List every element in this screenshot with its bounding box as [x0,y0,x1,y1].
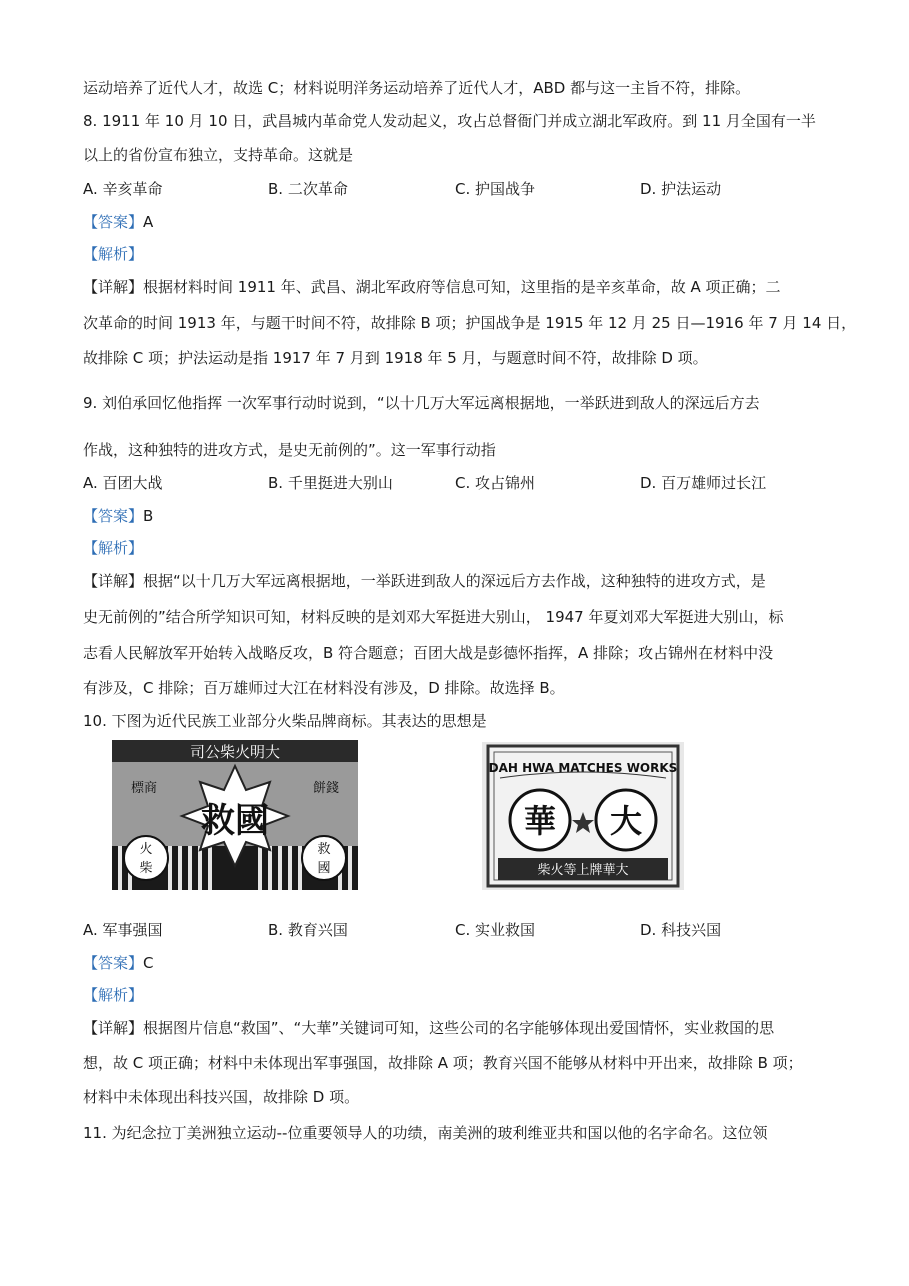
q9-option-c: C. 攻占锦州 [455,474,536,492]
q8-answer [83,212,153,232]
q10-answer-value: C [143,954,154,972]
q8-analysis-label: 【解析】 [83,245,144,263]
q9-answer [83,506,153,526]
label2-bottom-text: 柴火等上牌華大 [537,863,629,878]
label1-right-word: 餅錢 [312,781,340,796]
label1-center-text: 救國 [201,801,269,841]
q8-option-c: C. 护国战争 [455,180,536,198]
q10-detail-label: 【详解】 [83,1019,144,1037]
q8-detail-label: 【详解】 [83,278,144,296]
q10-answer-label: 【答案】 [83,954,144,972]
q10-detail-line-2: 想，故 C 项正确；材料中未体现出军事强国，故排除 A 项；教育兴国不能够从材料中开出来，故排除 B 项； [83,1054,803,1072]
label1-left-circle-bottom: 柴 [139,861,153,876]
q9-stem-line-1: 9. 刘伯承回忆他指挥 一次军事行动时说到，“以十几万大军远离根据地，一举跃进到敌人的深远后方去 [83,394,760,412]
q10-stem: 10. 下图为近代民族工业部分火柴品牌商标。其表达的思想是 [83,712,487,730]
label1-left-word: 標商 [130,781,158,796]
q10-detail-line-3: 材料中未体现出科技兴国，故排除 D 项。 [83,1088,360,1106]
q9-option-d: D. 百万雄师过长江 [640,474,767,492]
q8-detail-line-1 [83,277,781,297]
q10-option-a: A. 军事强国 [83,921,163,939]
q9-answer-value: B [143,507,154,525]
q8-option-b: B. 二次革命 [268,180,348,198]
q8-answer-label: 【答案】 [83,213,144,231]
q9-option-a: A. 百团大战 [83,474,163,492]
q9-stem-line-2: 作战，这种独特的进攻方式，是史无前例的”。这一军事行动指 [83,441,496,459]
q10-detail-line-1 [83,1018,774,1038]
q8-stem-line-1: 8. 1911 年 10 月 10 日，武昌城内革命党人发动起义，攻占总督衙门并成立湖北军政府。到 11 月全国有一半 [83,112,816,130]
label2-banner: DAH HWA MATCHES WORKS [488,761,678,775]
q8-stem-line-2: 以上的省份宣布独立，支持革命。这就是 [83,146,354,164]
label2-left-char: 華 [523,802,557,840]
q8-detail-line-3: 故排除 C 项；护法运动是指 1917 年 7 月到 1918 年 5 月，与题意时间不符，故排除 D 项。 [83,349,708,367]
q10-analysis-label: 【解析】 [83,986,144,1004]
q9-detail-label: 【详解】 [83,572,144,590]
q11-stem-line-1: 11. 为纪念拉丁美洲独立运动--位重要领导人的功绩，南美洲的玻利维亚共和国以他的名字命名。这位领 [83,1124,768,1142]
q8-option-a: A. 辛亥革命 [83,180,163,198]
q10-option-c: C. 实业救国 [455,921,536,939]
q10-answer [83,953,154,973]
q9-detail-line-1 [83,571,766,591]
match-label-2-image [482,742,684,890]
label1-right-circle-top: 救 [317,842,331,857]
label1-left-circle-top: 火 [139,842,153,857]
q10-detail-text-1: 根据图片信息“救国”、“大華”关键词可知，这些公司的名字能够体现出爱国情怀，实业救国的思 [143,1019,775,1037]
label1-right-circle-bottom: 國 [317,861,331,876]
q10-option-b: B. 教育兴国 [268,921,348,939]
q8-detail-line-2: 次革命的时间 1913 年，与题干时间不符，故排除 B 项；护国战争是 1915 年 12 月 25 日—1916 年 7 月 14 日， [83,314,857,332]
q9-detail-line-3: 志看人民解放军开始转入战略反攻，B 符合题意；百团大战是彭德怀指挥，A 排除；攻占锦州在材料中没 [83,644,774,662]
q8-answer-value: A [143,213,154,231]
q9-detail-text-1: 根据“以十几万大军远离根据地，一举跃进到敌人的深远后方去作战，这种独特的进攻方式，是 [143,572,766,590]
label2-right-char: 大 [609,802,643,840]
prev-tail-text: 运动培养了近代人才，故选 C；材料说明洋务运动培养了近代人才，ABD 都与这一主旨不符，排除。 [83,79,751,97]
q9-detail-line-4: 有涉及，C 排除；百万雄师过大江在材料没有涉及，D 排除。故选择 B。 [83,679,565,697]
q9-analysis-label: 【解析】 [83,539,144,557]
q9-detail-line-2: 史无前例的”结合所学知识可知，材料反映的是刘邓大军挺进大别山， 1947 年夏刘邓大军挺进大别山，标 [83,608,784,626]
q9-answer-label: 【答案】 [83,507,144,525]
q9-option-b: B. 千里挺进大别山 [268,474,393,492]
q8-option-d: D. 护法运动 [640,180,722,198]
q10-option-d: D. 科技兴国 [640,921,722,939]
match-label-1-image [112,740,358,890]
q8-detail-text-1: 根据材料时间 1911 年、武昌、湖北军政府等信息可知，这里指的是辛亥革命，故 A 项正确；二 [143,278,781,296]
label1-banner: 司公柴火明大 [189,743,281,761]
